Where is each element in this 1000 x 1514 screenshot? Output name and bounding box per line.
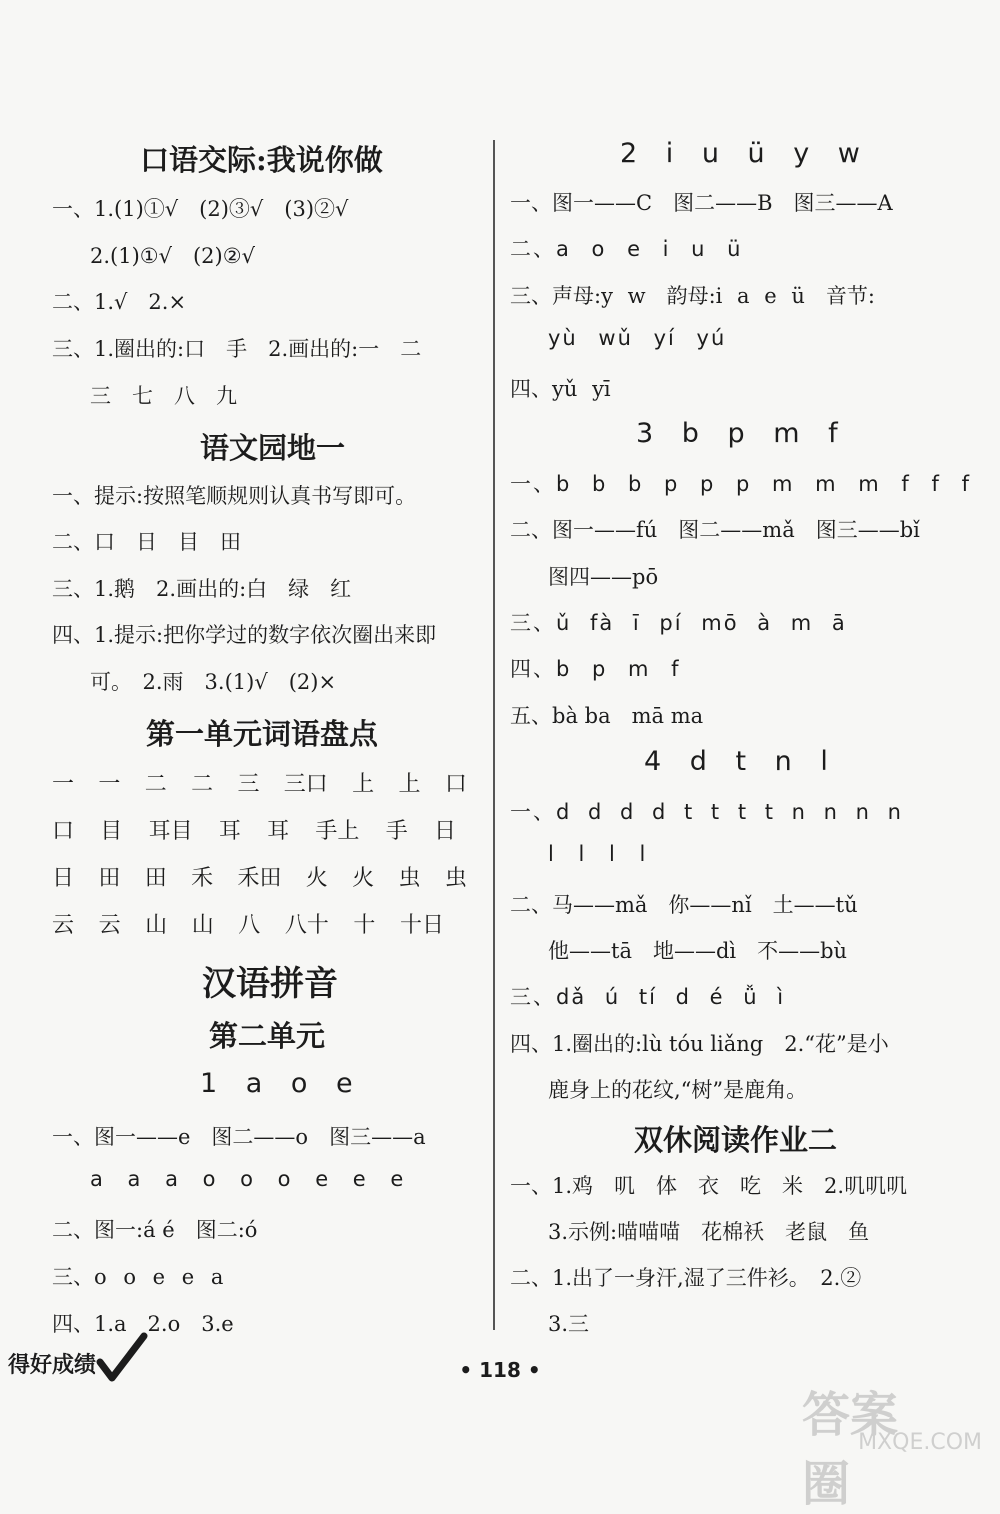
answer-line: a a a o o o e e e — [90, 1167, 406, 1191]
answer-line: 一、1.(1)①√ (2)③√ (3)②√ — [52, 197, 349, 221]
word-cell: 上 — [352, 772, 375, 797]
word-cell: 八 — [238, 913, 261, 938]
answer-line: 三、1.圈出的:口 手 2.画出的:一 二 — [52, 337, 422, 361]
answer-line: 三、dǎ ú tí d é ǚ ì — [510, 985, 786, 1009]
answer-line: 二、图一:á é 图二:ó — [52, 1218, 258, 1242]
answer-line: 一、1.鸡 叽 体 衣 吃 米 2.叽叽叽 — [510, 1174, 908, 1198]
word-cell: 上 — [398, 772, 421, 797]
word-cell: 日 — [52, 866, 75, 891]
word-cell: 目 — [100, 819, 123, 844]
word-cell: 禾田 — [237, 866, 282, 891]
word-cell: 三口 — [283, 772, 328, 797]
word-cell: 三 — [237, 772, 260, 797]
answer-line: 图四——pō — [548, 565, 659, 589]
word-cell: 耳 — [218, 819, 241, 844]
answer-line: 一、图一——e 图二——o 图三——a — [52, 1125, 426, 1149]
answer-line: 3.示例:喵喵喵 花棉袄 老鼠 鱼 — [548, 1220, 870, 1244]
answer-line: 3.三 — [548, 1312, 590, 1336]
word-cell: 云 — [52, 913, 75, 938]
heading-lesson-3: 3 b p m f — [636, 418, 848, 449]
answer-line: 一、d d d d t t t t n n n n — [510, 800, 903, 824]
word-cell: 山 — [145, 913, 168, 938]
answer-line: 2.(1)①√ (2)②√ — [90, 244, 255, 268]
word-row — [52, 908, 444, 939]
word-cell: 虫 — [398, 866, 421, 891]
word-cell: 一 — [52, 772, 75, 797]
word-cell: 一 — [98, 772, 121, 797]
heading-lesson-4: 4 d t n l — [644, 746, 838, 777]
answer-line: 可。 2.雨 3.(1)√ (2)× — [90, 670, 337, 694]
answer-line: 五、bà ba mā ma — [510, 704, 704, 728]
word-row — [52, 767, 467, 798]
heading-oral-communication: 口语交际:我说你做 — [140, 143, 383, 177]
word-cell: 十 — [353, 913, 376, 938]
word-row — [52, 814, 456, 845]
heading-lesson-2: 2 i u ü y w — [620, 138, 870, 169]
word-row — [52, 861, 467, 892]
word-cell: 手 — [385, 819, 408, 844]
column-divider — [493, 140, 495, 1330]
heading-lesson-1: 1 a o e — [200, 1068, 363, 1099]
word-cell: 耳 — [267, 819, 290, 844]
word-cell: 虫 — [444, 866, 467, 891]
answer-line: 四、1.a 2.o 3.e — [52, 1312, 234, 1336]
word-cell: 山 — [191, 913, 214, 938]
answer-line: 他——tā 地——dì 不——bù — [548, 939, 848, 963]
answer-line: 二、口 日 目 田 — [52, 530, 241, 554]
word-cell: 日 — [433, 819, 456, 844]
watermark-url: MXQE.COM — [858, 1430, 982, 1455]
heading-unit-one-words: 第一单元词语盘点 — [146, 717, 379, 751]
answer-line: 四、yǔ yī — [510, 377, 611, 401]
answer-line: 三、1.鹅 2.画出的:白 绿 红 — [52, 577, 352, 601]
answer-line: 一、图一——C 图二——B 图三——A — [510, 191, 893, 215]
word-cell: 耳目 — [148, 819, 193, 844]
answer-line: 三、声母:y w 韵母:i a e ü 音节: — [510, 284, 875, 308]
word-cell: 手上 — [315, 819, 360, 844]
word-cell: 火 — [352, 866, 375, 891]
answer-line: yù wǔ yí yú — [548, 326, 727, 350]
answer-line: 四、1.圈出的:lù tóu liǎng 2.“花”是小 — [510, 1032, 889, 1056]
answer-line: 二、马——mǎ 你——nǐ 土——tǔ — [510, 893, 858, 917]
answer-line: 二、1.√ 2.× — [52, 290, 187, 314]
answer-line: 二、a o e i u ü — [510, 237, 743, 261]
watermark-logo: 答案圈 — [802, 1387, 899, 1512]
word-cell: 云 — [98, 913, 121, 938]
answer-line: 三 七 八 九 — [90, 384, 237, 408]
heading-unit-two: 第二单元 — [209, 1019, 326, 1053]
heading-chinese-garden-one: 语文园地一 — [200, 431, 346, 465]
answer-line: 一、b b b p p p m m m f f f — [510, 472, 971, 496]
answer-line: 二、1.出了一身汗,湿了三件衫。 2.② — [510, 1266, 862, 1290]
heading-weekend-reading-two: 双休阅读作业二 — [634, 1123, 838, 1157]
word-cell: 八十 — [284, 913, 329, 938]
word-cell: 口 — [444, 772, 467, 797]
word-cell: 禾 — [191, 866, 214, 891]
word-cell: 田 — [98, 866, 121, 891]
word-cell: 田 — [144, 866, 167, 891]
answer-line: 三、o o e e a — [52, 1265, 224, 1289]
word-cell: 火 — [305, 866, 328, 891]
brand-logo-text: 得好成绩 — [8, 1352, 97, 1378]
word-cell: 口 — [52, 819, 75, 844]
word-cell: 二 — [191, 772, 214, 797]
answer-line: 鹿身上的花纹,“树”是鹿角。 — [548, 1078, 808, 1102]
answer-line: 一、提示:按照笔顺规则认真书写即可。 — [52, 484, 417, 508]
answer-line: 四、1.提示:把你学过的数字依次圈出来即 — [52, 623, 437, 647]
answer-line: 二、图一——fú 图二——mǎ 图三——bǐ — [510, 518, 920, 542]
watermark — [802, 1372, 982, 1512]
page-number: • 118 • — [459, 1358, 541, 1382]
heading-pinyin: 汉语拼音 — [202, 964, 338, 1004]
answer-line: 四、b p m f — [510, 657, 681, 681]
word-cell: 十日 — [399, 913, 444, 938]
answer-line: l l l l — [548, 842, 648, 866]
answer-line: 三、ǔ fà ī pí mō à m ā — [510, 611, 847, 635]
word-cell: 二 — [144, 772, 167, 797]
